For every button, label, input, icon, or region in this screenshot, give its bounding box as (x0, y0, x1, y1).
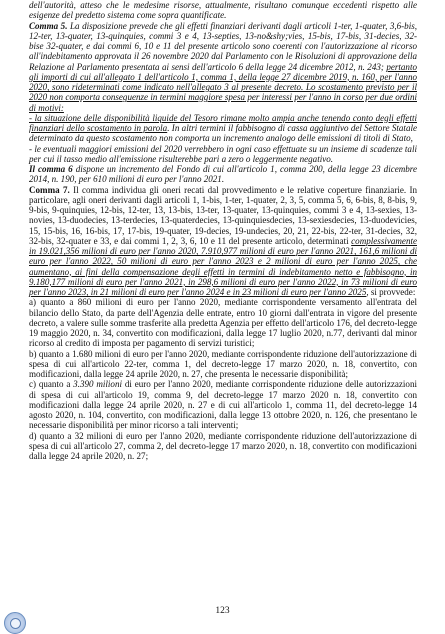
item-c-amount: 3.390 milioni (73, 379, 122, 390)
comma-6-label: Il comma 6 (29, 164, 73, 174)
comma-7-text-c: , si provvede: (366, 287, 416, 297)
comma-7-label: Comma 7. (29, 184, 70, 195)
comma-7-text-b: complessivamente in 19.021,356 milioni di euro per l'anno 2020, 7.910,977 milioni di euro per l'anno 2021, 161,6 milioni di euro per l'anno 2022, 50 milioni di euro per l'anno 2023 e 2 milioni di euro per l'anno 2025, che aumentano, ai fini della compensazione degli effetti in termini di indebitamento netto e fabbisogno, in 9.180,177 milioni di euro per l'anno 2021, in 298,6 milioni di euro per l'anno 2022, in 73 milioni di euro per l'anno 2023, in 21 milioni di euro per l'anno 2024 e in 23 milioni di euro per l'anno 2025 (29, 235, 417, 297)
list-item-a: a) quanto a 860 milioni di euro per l'anno 2020, mediante corrispondente versamento all'entrata del bilancio dello Stato, da parte dell'Agenzia delle entrate, entro 10 giorni dall'entrata in vigore del presente decreto, a valere sulle somme trasferite alla predetta Agenzia per effetto dell'articolo 176, del decreto-legge 19 maggio 2020, n. 34, convertito con modificazioni, dalla legge 17 luglio 2020, n.77, derivanti dal minor ricorso al credito di imposta per pagamento di servizi turistici; (29, 297, 417, 349)
page-number: 123 (215, 606, 230, 616)
comma-5-text-a: La disposizione prevede che gli effetti finanziari derivanti dagli articoli 1-ter, 1-quater, 3,6-bis, 12-ter, 13-quater, 13-quinquies, commi 3 e 4, 13-septies, 13-no&shy;vies, 15-bis, 17-bis, 31-decies, 32-bise 32-quater, e dai commi 6, 10 e 11 del presente articolo sono coerenti con l'autorizzazione al ricorso all'indebitamento approvata il 26 novembre 2020 dal Parlamento con le Risoluzioni di approvazione della Relazione al Parlamento presentata ai sensi dell'articolo 6 della legge 24 dicembre 2012, n. 243; (29, 20, 417, 72)
seal-logo-icon (4, 612, 26, 634)
comma-5-label: Comma 5. (29, 20, 68, 31)
paragraph-comma-6 (29, 164, 417, 185)
item-c-start: c) quanto a (29, 379, 74, 390)
paragraph-comma-5 (29, 21, 417, 113)
list-item-b: b) quanto a 1.680 milioni di euro per l'anno 2020, mediante corrispondente riduzione dell'autorizzazione di spesa di cui all'articolo 22-ter, comma 1, del decreto-legge 17 marzo 2020, n. 18, convertito, con modificazioni, dalla legge 24 aprile 2020, n. 27, che presenta le necessarie disponibilità; (29, 348, 417, 379)
document-page (29, 0, 417, 461)
comma-6-text: dispone un incremento del Fondo di cui all'articolo 1, comma 200, della legge 23 dicembre 2014, n. 190, per 610 milioni di euro per l'anno 2021. (29, 164, 417, 185)
comma-5-text-b: pertanto gli importi di cui all'allegato 1 dell'articolo 1, comma 1, della legge 27 dicembre 2019, n. 160, per l'anno 2020, sono rideterminati come indicato nell'allegato 3 al presente decreto. Lo scostamento previsto per il 2020 non comporta conseguenze in termini maggiore spesa per interessi per l'anno in corso per due ordini di motivi: (29, 61, 417, 113)
paragraph-intro: dell'autorità, atteso che le medesime risorse, attualmente, risultano comunque eccedenti rispetto alle esigenze del predetto sistema come sopra quantificate. (29, 0, 417, 21)
bullet-1-underlined: - la situazione delle disponibilità liquide del Tesoro rimane molto ampia anche tenendo conto degli effetti finanziari dello scostamento in parola (29, 112, 417, 133)
list-item-c (29, 379, 417, 430)
paragraph-comma-7 (29, 185, 417, 298)
item-c-rest: di euro per l'anno 2020, mediante corrispondente riduzione delle autorizzazioni di spesa di cui all'articolo 19, comma 9, del decreto-legge 17 marzo 2020 n. 18, convertito con modificazioni dalla legge 24 aprile 2020, n. 27 e di cui all'articolo 1, comma 11, del decreto-legge 14 agosto 2020, n. 104, convertito, con modificazioni, dalla legge 13 ottobre 2020, n. 126, che presentano le necessarie disponibilità per minor ricorso a tali interventi; (29, 379, 417, 431)
bullet-2: - le eventuali maggiori emissioni del 2020 verrebbero in ogni caso effettuate su un insieme di scadenze tali per cui il tasso medio all'emissione risulterebbe pari a zero o leggermente negativo. (29, 143, 417, 164)
bullet-1 (29, 113, 417, 144)
comma-7-text-a: Il comma individua gli oneri recati dal provvedimento e le relative coperture finanziarie. In particolare, agli oneri derivanti dagli articoli 1, 1-bis, 1-ter, 1-quater, 2, 3, 5, comma 5, 6, 6-bis, 8, 8-bis, 9, 9-bis, 9-quinquies, 12-bis, 12-ter, 13, 13-bis, 13-ter, 13-quater, 13-quinquies, commi 3 e 4, 13-sexies, 13-novies, 13-duodecies, 13-terdecies, 13-quaterdecies, 13-quinquiesdecies, 13-sexiesdecies, 13-duodevicies, 15, 15-bis, 16, 16-bis, 17, 17-bis, 19-quater, 19-decies, 19-undecies, 20, 21, 22-bis, 22-ter, 31-decies, 32, 32-bis, 32-quater e 33, e dai commi 1, 2, 3, 6, 10 e 11 del presente articolo, determinati (29, 184, 417, 246)
list-item-d: d) quanto a 32 milioni di euro per l'anno 2020, mediante corrispondente riduzione dell'autorizzazione di spesa di cui all'articolo 27, comma 2, del decreto-legge 17 marzo 2020, n. 18, convertito con modificazioni dalla legge 24 aprile 2020, n. 27; (29, 430, 417, 461)
bullet-1-rest: . In altri termini il fabbisogno di cassa aggiuntivo del Settore Statale determinato da questo scostamento non comporta un incremento analogo delle emissioni di titoli di Stato, (29, 123, 417, 144)
